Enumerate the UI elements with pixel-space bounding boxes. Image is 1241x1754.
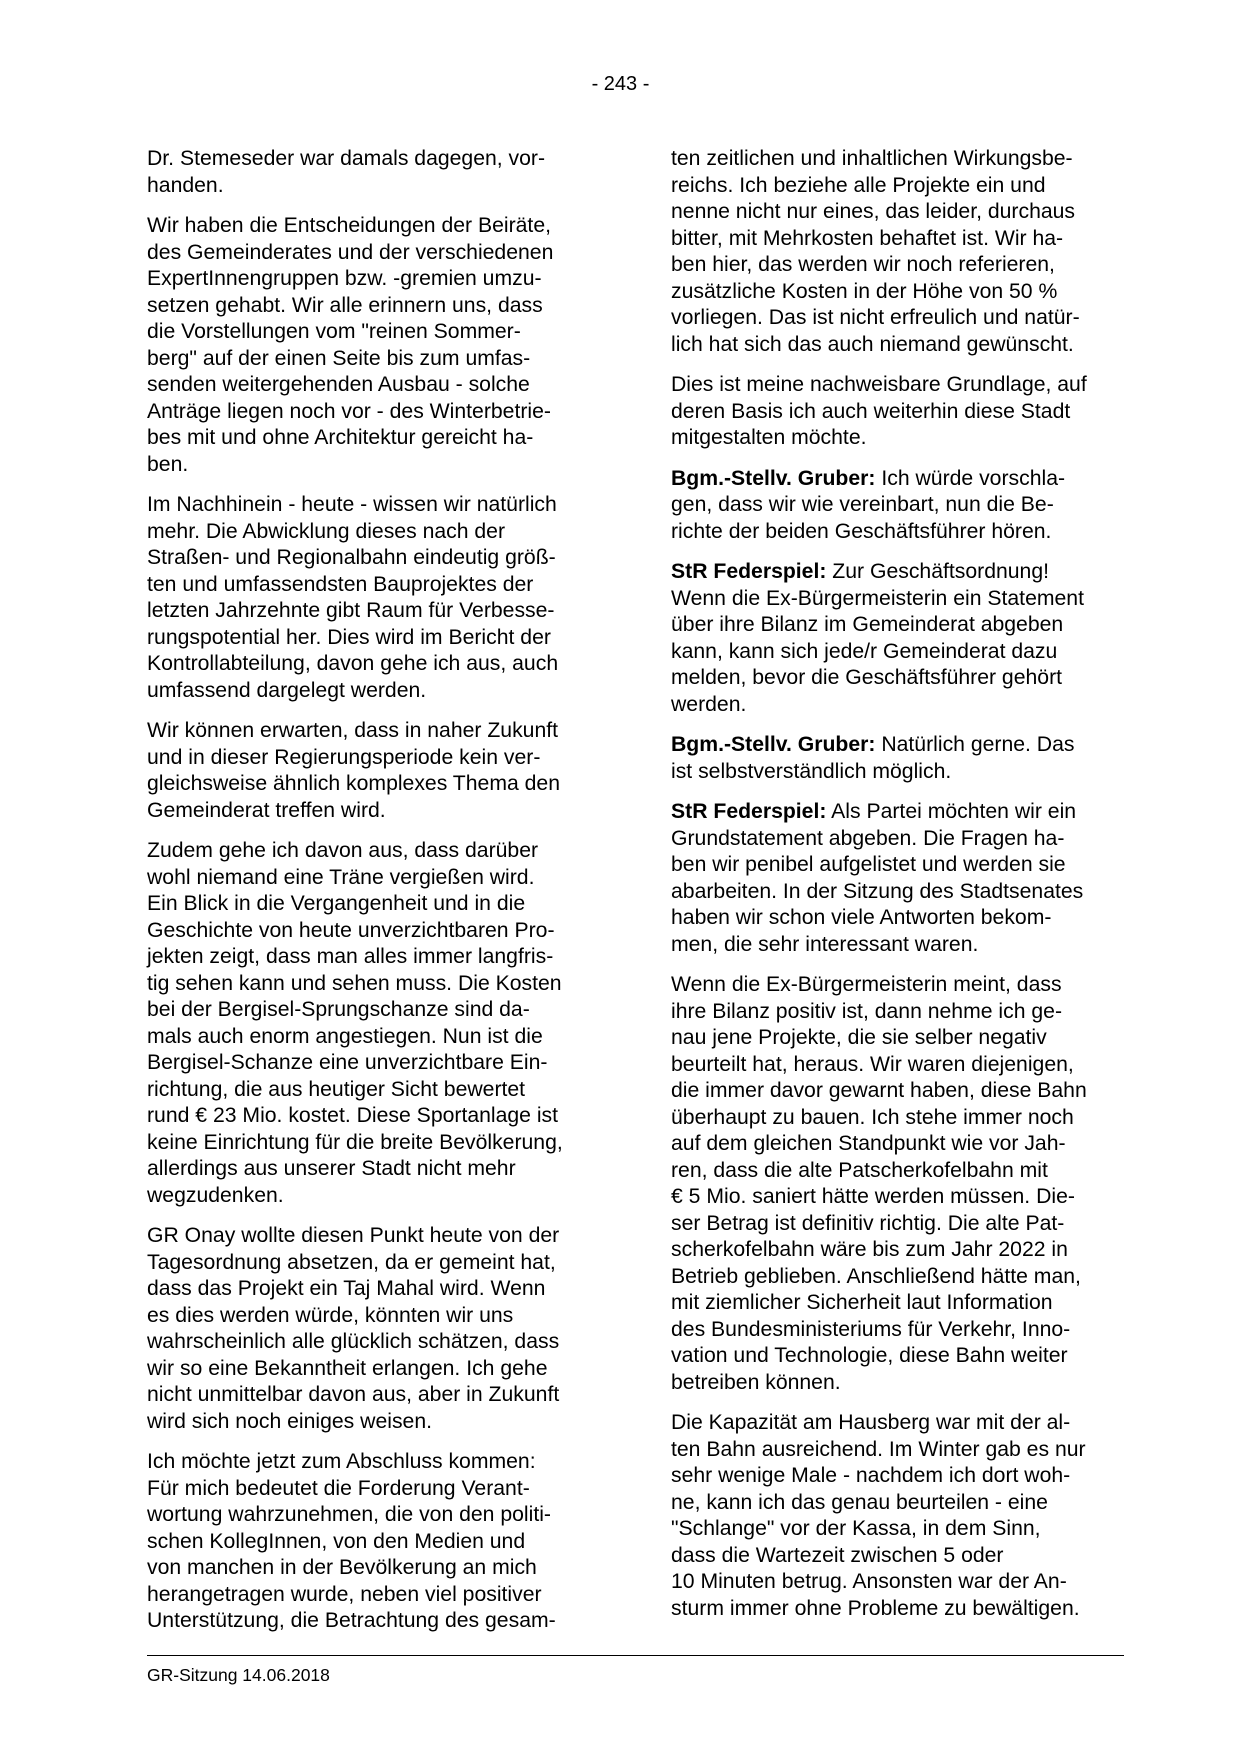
footer-divider	[147, 1655, 1124, 1656]
paragraph	[671, 146, 1126, 358]
paragraph	[147, 492, 602, 704]
paragraph-text: Wir haben die Entscheidungen der Beiräte, des Gemeinderates und der verschiedenen ExpertInnengruppen bzw. -gremien umzu- setzen gehabt. Wir alle erinnern uns, dass die Vorstellungen vom "reinen Sommer- berg" auf der einen Seite bis zum umfas- senden weitergehenden Ausbau - solche Anträge liegen noch vor - des Winterbetrie- bes mit und ohne Architektur gereicht ha- ben.	[147, 214, 554, 476]
paragraph-text: Im Nachhinein - heute - wissen wir natürlich mehr. Die Abwicklung dieses nach der Straßen- und Regionalbahn eindeutig größ- ten und umfassendsten Bauprojektes der letzten Jahrzehnte gibt Raum für Verbesse- rungspotential her. Dies wird im Bericht der Kontrollabteilung, davon gehe ich aus, auch umfassend dargelegt werden.	[147, 493, 559, 702]
paragraph-text: Natürlich gerne. Das ist selbstverständlich möglich.	[671, 733, 1075, 783]
paragraph-text: Wenn die Ex-Bürgermeisterin meint, dass ihre Bilanz positiv ist, dann nehme ich ge- nau jene Projekte, die sie selber negativ beurteilt hat, heraus. Wir waren diejenigen, die immer davor gewarnt haben, diese Bahn überhaupt zu bauen. Ich stehe immer noch auf dem gleichen Standpunkt wie vor Jah- ren, dass die alte Patscherkofelbahn mit € 5 Mio. saniert hätte werden müssen. Die- ser Betrag ist definitiv richtig. Die alte Pat- scherkofelbahn wäre bis zum Jahr 2022 in Betrieb geblieben. Anschließend hätte man, mit ziemlicher Sicherheit laut Information des Bundesministeriums für Verkehr, Inno- vation und Technologie, diese Bahn weiter betreiben können.	[671, 973, 1087, 1394]
footer-session-date: GR-Sitzung 14.06.2018	[147, 1665, 330, 1685]
paragraph	[147, 718, 602, 824]
paragraph-text: Zur Geschäftsordnung! Wenn die Ex-Bürgermeisterin ein Statement über ihre Bilanz im Gemeinderat abgeben kann, kann sich jede/r Gemeinderat dazu melden, bevor die Geschäftsführer gehört werden.	[671, 560, 1084, 716]
paragraph-text: Die Kapazität am Hausberg war mit der al- ten Bahn ausreichend. Im Winter gab es nur sehr wenige Male - nachdem ich dort woh- ne, kann ich das genau beurteilen - eine "Schlange" vor der Kassa, in dem Sinn, dass die Wartezeit zwischen 5 oder 10 Minuten betrug. Ansonsten war der An- sturm immer ohne Probleme zu bewältigen.	[671, 1411, 1086, 1620]
paragraph-text: Wir können erwarten, dass in naher Zukunft und in dieser Regierungsperiode kein ver- gleichsweise ähnlich komplexes Thema den Gemeinderat treffen wird.	[147, 719, 560, 822]
paragraph	[147, 146, 602, 199]
paragraph-text: GR Onay wollte diesen Punkt heute von der Tagesordnung absetzen, da er gemeint hat, dass das Projekt ein Taj Mahal wird. Wenn es dies werden würde, könnten wir uns wahrscheinlich alle glücklich schätzen, dass wir so eine Bekanntheit erlangen. Ich gehe nicht unmittelbar davon aus, aber in Zukunft wird sich noch einiges weisen.	[147, 1224, 560, 1433]
paragraph-text: Dies ist meine nachweisbare Grundlage, auf deren Basis ich auch weiterhin diese Stadt mitgestalten möchte.	[671, 373, 1087, 449]
speaker-name: StR Federspiel:	[671, 560, 827, 583]
paragraph-text: ten zeitlichen und inhaltlichen Wirkungsbe- reichs. Ich beziehe alle Projekte ein und nenne nicht nur eines, das leider, durchaus bitter, mit Mehrkosten behaftet ist. Wir ha- ben hier, das werden wir noch referieren, zusätzliche Kosten in der Höhe von 50 % vorliegen. Das ist nicht erfreulich und natür- lich hat sich das auch niemand gewünscht.	[671, 147, 1080, 356]
paragraph	[671, 799, 1126, 958]
page-number: - 243 -	[591, 73, 650, 95]
paragraph	[671, 972, 1126, 1396]
paragraph	[671, 466, 1126, 546]
speaker-name: Bgm.-Stellv. Gruber:	[671, 466, 876, 490]
paragraph	[147, 213, 602, 478]
paragraph	[671, 559, 1126, 718]
paragraph	[671, 372, 1126, 452]
paragraph-text: Zudem gehe ich davon aus, dass darüber wohl niemand eine Träne vergießen wird. Ein Blick in die Vergangenheit und in die Geschichte von heute unverzichtbaren Pro- jekten zeigt, dass man alles immer langfris- tig sehen kann und sehen muss. Die Kosten bei der Bergisel-Sprungschanze sind da- mals auch enorm angestiegen. Nun ist die Bergisel-Schanze eine unverzichtbare Ein- richtung, die aus heutiger Sicht bewertet rund € 23 Mio. kostet. Diese Sportanlage ist keine Einrichtung für die breite Bevölkerung, allerdings aus unserer Stadt nicht mehr wegzudenken.	[147, 839, 563, 1207]
paragraph-text: Ich möchte jetzt zum Abschluss kommen: Für mich bedeutet die Forderung Verant- wortung wahrzunehmen, die von den politi- schen KollegInnen, von den Medien und von manchen in der Bevölkerung an mich herangetragen wurde, neben viel positiver Unterstützung, die Betrachtung des gesam-	[147, 1450, 556, 1632]
paragraph-text: Ich würde vorschla- gen, dass wir wie vereinbart, nun die Be- richte der beiden Geschäftsführer hören.	[671, 466, 1066, 543]
paragraph	[147, 1223, 602, 1435]
paragraph	[671, 732, 1126, 785]
right-column	[671, 146, 1126, 1636]
speaker-name: StR Federspiel:	[671, 800, 827, 823]
paragraph	[147, 1449, 602, 1635]
paragraph	[671, 1410, 1126, 1622]
paragraph-text: Als Partei möchten wir ein Grundstatement abgeben. Die Fragen ha- ben wir penibel aufgelistet und werden sie abarbeiten. In der Sitzung des Stadtsenates haben wir schon viele Antworten bekom- men, die sehr interessant waren.	[671, 800, 1084, 956]
left-column	[147, 146, 602, 1649]
paragraph-text: Dr. Stemeseder war damals dagegen, vor- handen.	[147, 147, 546, 197]
paragraph	[147, 838, 602, 1209]
speaker-name: Bgm.-Stellv. Gruber:	[671, 733, 876, 756]
